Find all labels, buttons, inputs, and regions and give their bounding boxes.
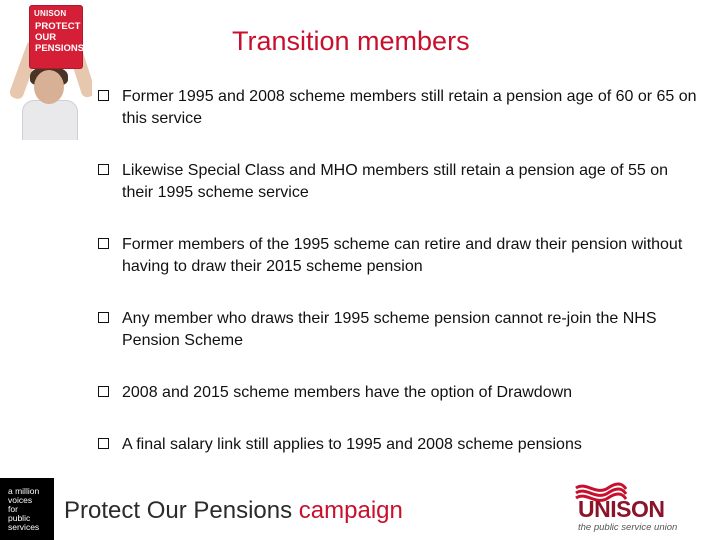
bullet-text: 2008 and 2015 scheme members have the option of Drawdown <box>122 384 573 401</box>
bullet-text: A final salary link still applies to 1995 and 2008 scheme pensions <box>122 436 582 453</box>
bullet-text: Any member who draws their 1995 scheme pension cannot re-join the NHS Pension Scheme <box>122 310 657 349</box>
voices-line: services <box>8 522 40 532</box>
million-voices-logo <box>0 478 54 540</box>
bullet-item <box>98 434 698 456</box>
bullet-item <box>98 160 698 204</box>
voices-line: public <box>8 513 31 523</box>
checkbox-bullet-icon <box>98 238 109 249</box>
unison-logo <box>560 482 690 536</box>
bullet-text: Likewise Special Class and MHO members still retain a pension age of 55 on their 1995 scheme service <box>122 162 669 201</box>
checkbox-bullet-icon <box>98 438 109 449</box>
protester-head <box>34 70 64 104</box>
protester-torso <box>22 100 78 140</box>
bullet-item <box>98 234 698 278</box>
bullet-text: Former members of the 1995 scheme can retire and draw their pension without having to draw their 2015 scheme pension <box>122 236 683 275</box>
voices-line: voices <box>8 495 33 505</box>
bullet-item <box>98 86 698 130</box>
voices-line: a million <box>8 486 40 496</box>
campaign-word: campaign <box>298 497 403 524</box>
checkbox-bullet-icon <box>98 386 109 397</box>
bullet-text: Former 1995 and 2008 scheme members still retain a pension age of 60 or 65 on this service <box>122 88 697 127</box>
campaign-name: Protect Our Pensions <box>64 497 299 524</box>
unison-tagline: the public service union <box>578 522 678 533</box>
checkbox-bullet-icon <box>98 164 109 175</box>
placard-line-1: PROTECT <box>35 21 81 32</box>
protest-placard <box>30 6 85 68</box>
voices-line: for <box>8 504 18 514</box>
placard-brand: UNISON <box>34 9 67 18</box>
bullet-list <box>98 86 698 456</box>
checkbox-bullet-icon <box>98 312 109 323</box>
unison-wordmark: UNISON <box>578 496 665 522</box>
campaign-banner <box>64 496 403 526</box>
slide-title: Transition members <box>232 26 470 56</box>
placard-line-3: PENSIONS <box>35 43 85 54</box>
checkbox-bullet-icon <box>98 90 109 101</box>
protester-photo <box>0 0 92 140</box>
placard-line-2: OUR <box>35 32 57 43</box>
bullet-item <box>98 382 698 404</box>
placard-slogan <box>35 21 84 54</box>
bullet-item <box>98 308 698 352</box>
